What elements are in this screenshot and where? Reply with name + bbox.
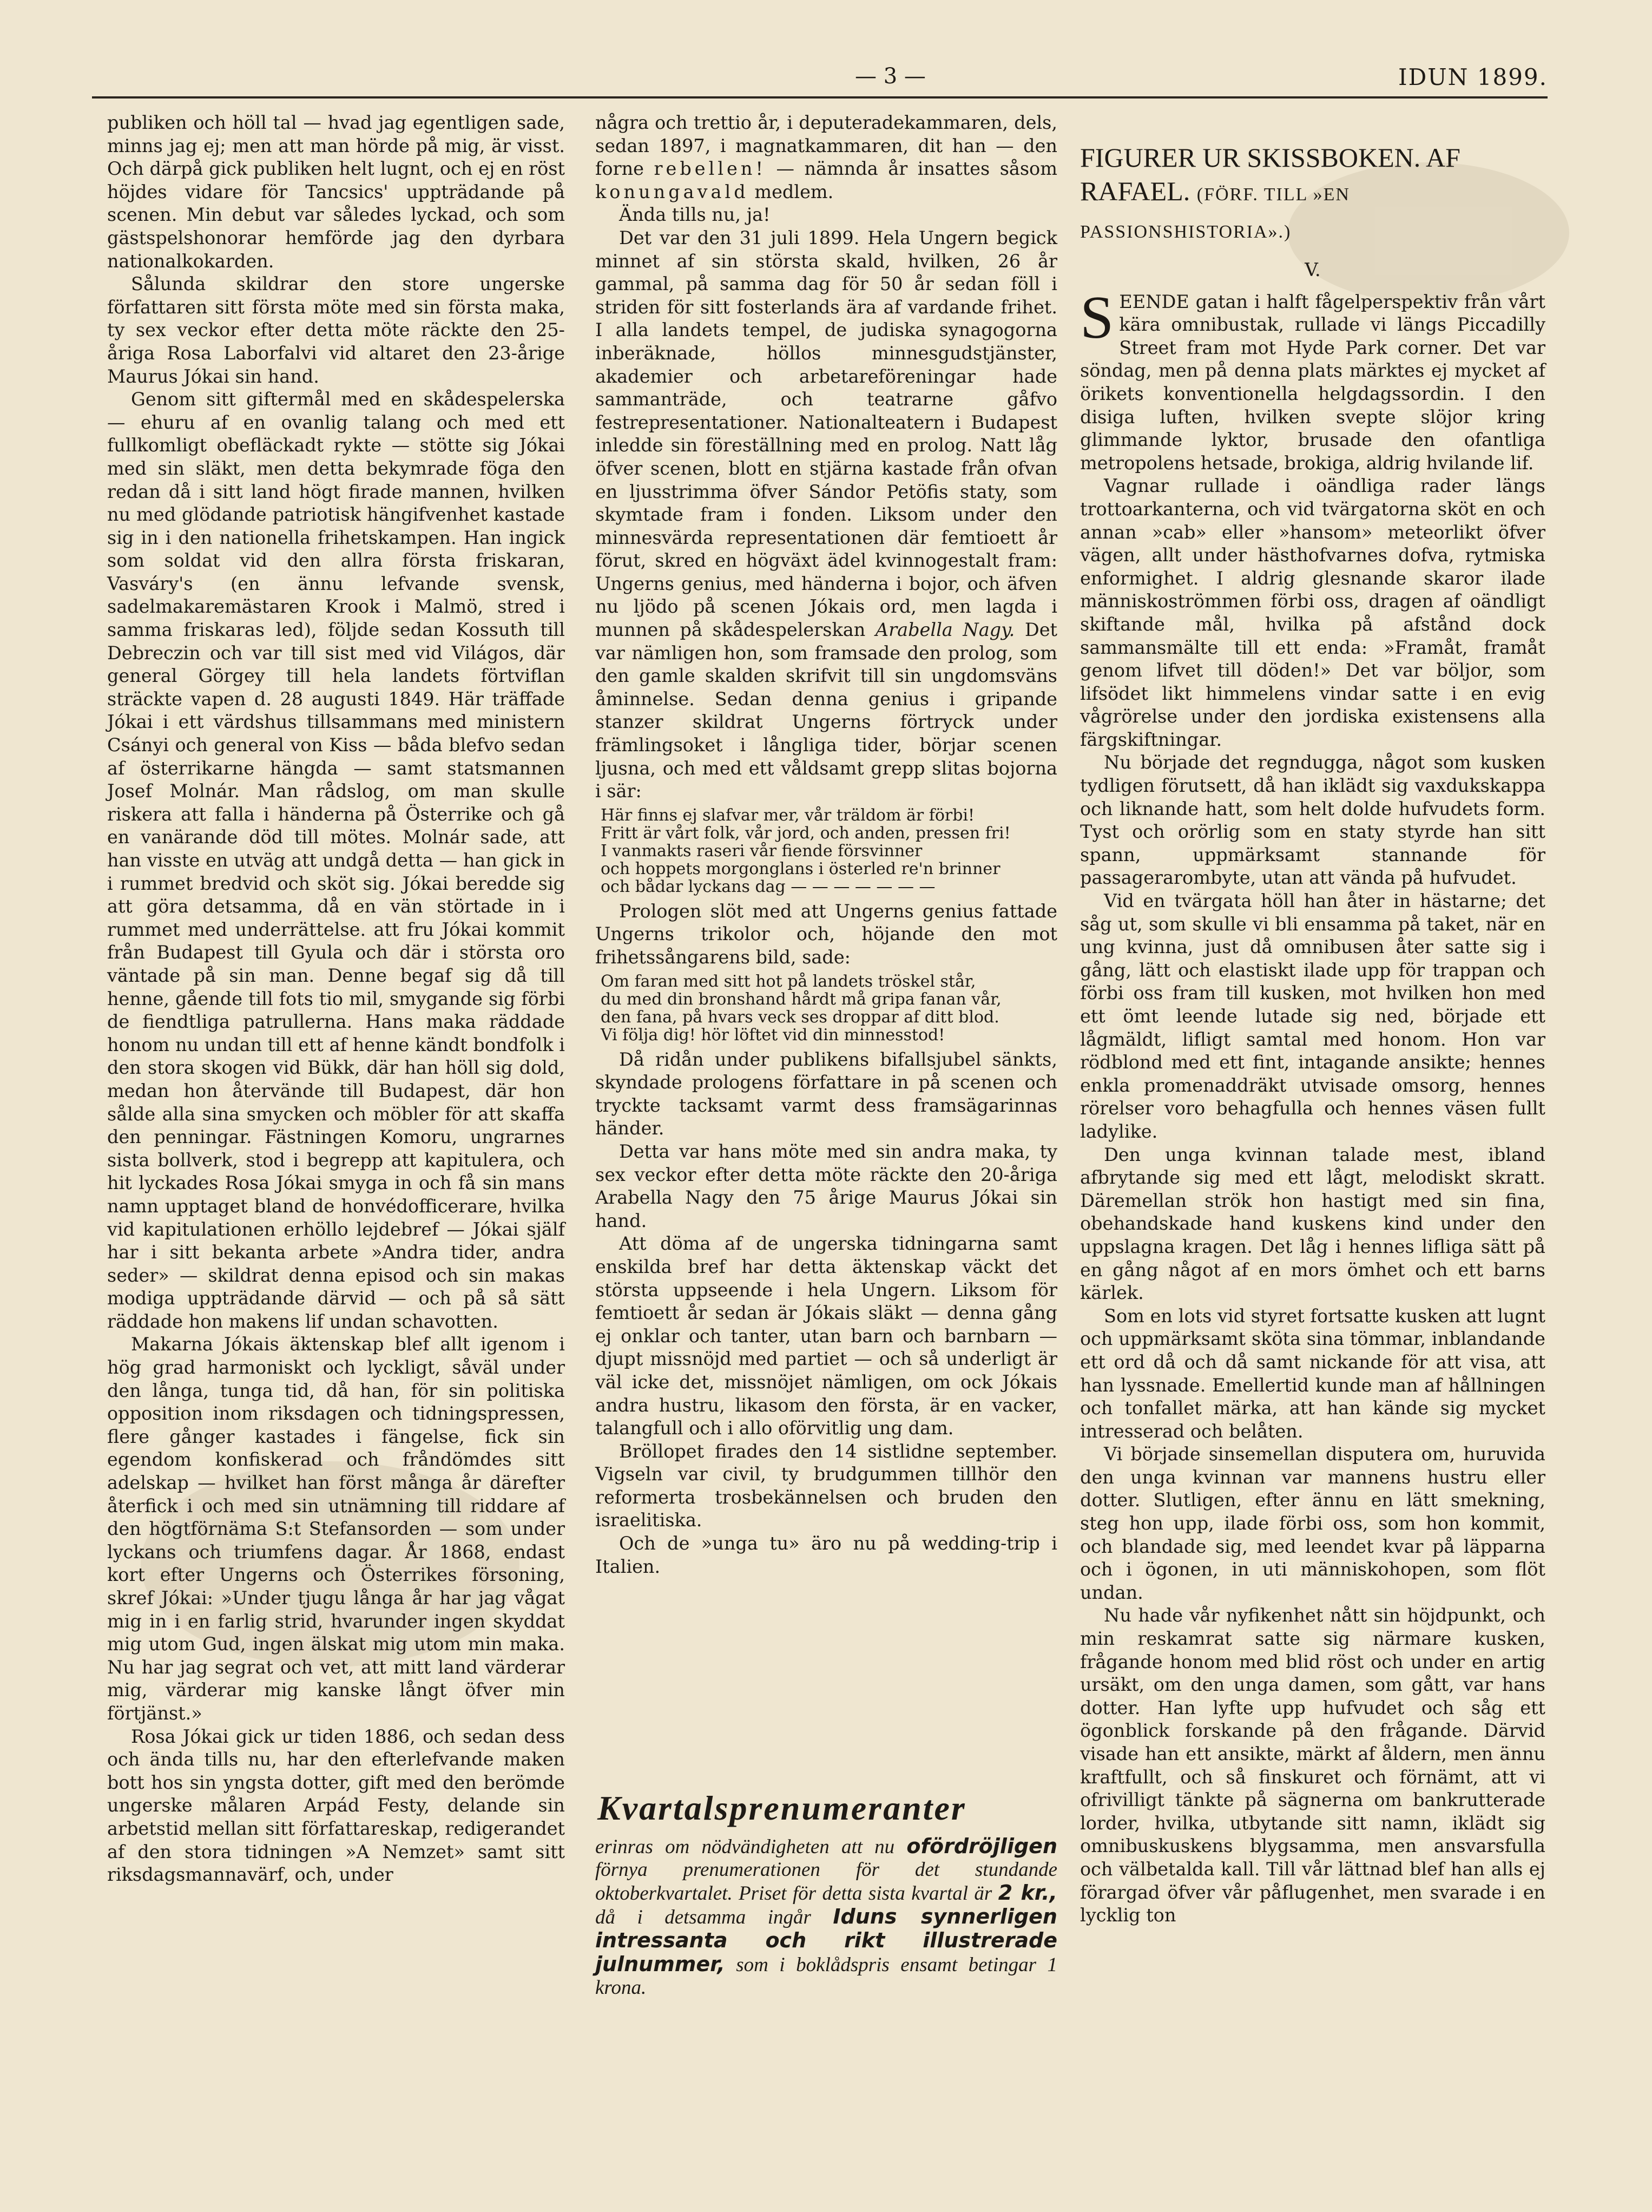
page-header: [92, 64, 1548, 96]
column-right: [1080, 111, 1545, 1927]
spaced-word: rebellen!: [654, 158, 766, 180]
section-number: V.: [1305, 259, 1321, 281]
paragraph: Då ridån under publikens bifallsjubel sänkts, skyndade prologens författare in på scenen och tryckte tacksamt varmt dess framsägarinnas händer.: [595, 1048, 1057, 1139]
poem-line: Vi följa dig! hör löftet vid din minnesstod!: [601, 1025, 945, 1045]
paragraph: Den unga kvinnan talade mest, ibland afbrytande sig med ett lågt, melodiskt skratt. Däremellan strök hon hastigt med sin fina, obehandskade hand kuskens kind under den uppslagna kragen. Det låg i hennes lifliga sätt på en gång något af en mors ömhet och ett barns kärlek.: [1080, 1144, 1545, 1304]
paragraph: Bröllopet firades den 14 sistlidne september. Vigseln var civil, ty brudgummen tillhör den reformerta trosbekännelsen och bruden den israelitiska.: [595, 1440, 1057, 1531]
paragraph: Nu började det regndugga, något som kusken tydligen förutsett, då han iklädt sig vaxdukskappa och liknande hatt, som helt dolde hufvudets form. Tyst och orörlig som en staty styrde han sitt spann, uppmärksamt stannande för passagerarombyte, utan att vända på hufvudet.: [1080, 752, 1545, 889]
drop-cap: S: [1080, 284, 1114, 351]
paragraph: Genom sitt giftermål med en skådespelerska — ehuru af en ovanlig talang och med ett fullkomligt obefläckadt rykte — stötte sig Jókai med sin släkt, men detta bekymrade föga den redan då i sitt land högt firade mannen, hvilken nu med glödande patriotisk hängifvenhet kastade sig in i den nationella frihetskampen. Han ingick som soldat vid den allra första friskaran, Vasváry's (en ännu lefvande svensk, sadelmakaremästaren Krook i Malmö, stred i samma friskaras led), följde sedan Kossuth till Debreczin och var till sist med vid Világos, där general Görgey till hela landets förtviflan sträckte vapen d. 28 augusti 1849. Här träffade Jókai i ett värdshus tillsammans med ministern Csányi och general von Kiss — båda blefvo sedan af österrikarne hängda — samt statsmannen Josef Molnár. Man rådslog, om man skulle riskera att falla i händerna på Österrike och gå en vanärande död till mötes. Molnár sade, att han visste en utväg att undgå detta — han gick in i rummet bredvid och sköt sig. Jókai beredde sig att göra detsamma, då en vän störtade in i rummet med underrättelse. att fru Jókai kommit från Budapest till Gyula och där i största oro väntade på sin man. Denne begaf sig då till henne, gående till fots tio mil, smygande sig förbi de fiendtliga patrullerna. Hans maka räddade honom nu undan till ett af henne kändt bondfolk i den stora skogen vid Bükk, där han höll sig dold, medan hon återvände till Budapest, där hon sålde alla sina smycken och möbler för att skaffa den penningar. Fästningen Komoru, ungrarnes sista bollverk, stod i begrepp att kapitulera, och hit lyckades Rosa Jókai smyga in och få sin mans namn upptaget bland de honvédofficerare, hvilka vid kapitulationen erhöllo lejdebref — Jókai själf har i sitt bekanta arbete »Andra tider, andra seder» — skildrat denna episod och sin makas modiga uppträdande därvid — och på så sätt räddade hon makens lif undan schavotten.: [107, 389, 565, 1332]
paragraph: Att döma af de ungerska tidningarna samt enskilda bref har detta äktenskap väckt det största uppseende i hela Ungern. Liksom för femtioett år sedan är Jókais släkt — denna gång ej onklar och tanter, utan barn och barnbarn — djupt missnöjd med partiet — och så underligt är väl icke det, missnöjet nämligen, om ock Jókais andra hustru, likasom den första, är en vacker, talangfull och i allo oförvitlig ung dam.: [595, 1233, 1057, 1439]
spaced-word: konungavald: [595, 181, 749, 202]
paragraph: Vi började sinsemellan disputera om, huruvida den unga kvinnan var mannens hustru eller dotter. Slutligen, efter ännu en lätt smekning, steg hon upp, ilade förbi oss, som hon kommit, och blandade sig, med leendet kvar på läpparna och i ögonen, in uti människohopen, som flöt undan.: [1080, 1443, 1545, 1603]
italic-name: Arabella Nagy.: [875, 619, 1015, 641]
paragraph: Ända tills nu, ja!: [619, 204, 771, 226]
poem-line: och bådar lyckans dag — — — — — — —: [601, 877, 936, 896]
paragraph: Sålunda skildrar den store ungerske författaren sitt första möte med sin första maka, ty sex veckor efter detta möte räckte den 25-åriga Rosa Laborfalvi vid altaret den 23-årige Maurus Jókai sin hand.: [107, 273, 565, 387]
paragraph: Vid en tvärgata höll han åter in hästarne; det såg ut, som skulle vi bli ensamma på taket, när en ung kvinna, just då omnibusen åter satte sig i gång, lätt och elastiskt ilade upp för trappan och förbi oss fram till kusken, mot hvilken hon med ett ömt leende lutade sig ned, började ett lågmäldt, lifligt samtal med honom. Hon var rödblond med ett fint, intagande ansikte; hennes enkla promenaddräkt utvisade omsorg, hennes rörelser voro behagfulla och hennes väsen fullt ladylike.: [1080, 890, 1545, 1142]
paragraph: Rosa Jókai gick ur tiden 1886, och sedan dess och ända tills nu, har den efterlefvande maken bott hos sin yngsta dotter, gift med den berömde ungerske målaren Arpád Festy, delande sin arbetstid mellan sitt författareskap, redigerandet af den stora tidningen »A Nemzet» samt sitt riksdagsmannavärf, och, under: [107, 1725, 565, 1886]
poem-excerpt: [601, 806, 1057, 896]
column-middle: [595, 111, 1057, 1578]
poem-line: den fana, på hvars veck ses droppar af ditt blod.: [601, 1007, 999, 1027]
paragraph: Makarna Jókais äktenskap blef allt igenom i hög grad harmoniskt och lyckligt, såväl under den långa, tunga tid, då han, för sin politiska opposition inom riksdagen och tidningspressen, flere gånger kastades i fängelse, fick sin egendom konfiskerad och fråndömdes sitt adelskap — hvilket han först många år därefter återfick i och med sin utnämning till riddare af den högtförnäma S:t Stefansorden — som under lyckans och triumfens dagar. År 1868, endast kort efter Ungerns och Österrikes försoning, skref Jókai: »Under tjugu långa år har jag vågat mig in i en farlig strid, hvarunder ingen skyddat mig utom Gud, ingen älskat mig utom min maka. Nu har jag segrat och vet, att mitt land värderar mig, värderar mig kanske långt öfver min förtjänst.»: [107, 1334, 565, 1724]
paragraph: Detta var hans möte med sin andra maka, ty sex veckor efter detta möte räckte den 20-åriga Arabella Nagy den 75 årige Maurus Jókai sin hand.: [595, 1140, 1057, 1231]
publication-name: IDUN 1899.: [1398, 64, 1548, 90]
paragraph: Nu hade vår nyfikenhet nått sin höjdpunkt, och min reskamrat satte sig närmare kusken, frågande honom med blid röst och under en artig ursäkt, om den unga damen, som gått, var hans dotter. Han lyfte upp hufvudet och såg ett ögonblick forskande på den frågande. Därvid visade han ett ansikte, märkt af åldern, men ännu kraftfullt, och så finskuret och förnämt, att vi ofrivilligt tänkte på sägnerna om bankrutterade lorder, hvilka, utbytande sitt namn, iklädt sig omnibuskuskens blygsamma, men ansvarsfulla och välbetalda kall. Till vår lättnad blef han alls ej förargad öfver vår påflugenhet, men svarade i en lycklig ton: [1080, 1605, 1545, 1926]
notice-title: Kvartalsprenumeranter: [597, 1789, 966, 1827]
article-title: FIGURER UR SKISSBOKEN. AF RAFAEL. (FÖRF. TILL »EN PASSIONSHISTORIA».): [1080, 142, 1460, 242]
notice-body: erinras om nödvändigheten att nu ofördröjligen förnya prenumerationen för det stundande oktoberkvartalet. Priset för detta sista kvartal är 2 kr., då i detsamma ingår Iduns synnerligen intressanta och rikt illustrerade julnummer, som i boklådspris ensamt betingar 1 krona.: [595, 1834, 1057, 1999]
paragraph: Som en lots vid styret fortsatte kusken att lugnt och uppmärksamt sköta sina tömmar, inblandande ett ord då och då samt nickande för att visa, att han lyssnade. Emellertid kunde man af hållningen och tonfallet märka, att han kände sig mycket intresserad och belåten.: [1080, 1305, 1545, 1442]
paragraph: Prologen slöt med att Ungerns genius fattade Ungerns trikolor och, höjande den mot frihetssångarens bild, sade:: [595, 900, 1057, 968]
poem-line: Om faran med sitt hot på landets tröskel står,: [601, 972, 976, 991]
page-number: — 3 —: [855, 64, 926, 89]
poem-line: du med din bronshand hårdt må gripa fanan vår,: [601, 989, 1002, 1009]
poem-line: Fritt är vårt folk, vår jord, och anden, pressen fri!: [601, 823, 1011, 843]
subscription-notice: [595, 1789, 1057, 1999]
poem-line: Här finns ej slafvar mer, vår träldom är förbi!: [601, 805, 975, 825]
poem-line: I vanmakts raseri vår fiende försvinner: [601, 841, 923, 861]
paragraph: Och de »unga tu» äro nu på wedding-trip i Italien.: [595, 1533, 1057, 1577]
column-left: [107, 111, 565, 1887]
paragraph: Vagnar rullade i oändliga rader längs trottoarkanterna, och vid tvärgatorna sköt en och annan »cab» eller »hansom» meteorlikt öfver vägen, allt under hästhofvarnes dofva, rytmiska enformighet. I aldrig glesnande skaror ilade människoströmmen förbi oss, dragen af oändligt skiftande mål, hvilka på afstånd dock sammansmälte till ett enda: »Framåt, framåt genom lifvet till döden!» Det var böljor, som lifsödet likt himmelens vindar satte i en evig vågrörelse under den jordiska existensens alla färgskiftningar.: [1080, 475, 1545, 750]
header-rule: [92, 96, 1548, 99]
paragraph: några och trettio år, i deputeradekammaren, dels, sedan 1897, i magnatkammaren, dit han — den forne rebellen! — nämnda år insattes såsom konungavald medlem.: [595, 112, 1057, 202]
paragraph: Det var den 31 juli 1899. Hela Ungern begick minnet af sin största skald, hvilken, 26 år gammal, på samma dag för 50 år sedan föll i striden för sitt fosterlands ära af vardande frihet. I alla landets tempel, de judiska synagogorna inberäknade, höllos minnesgudstjänster, akademier och arbetareföreningar hade sammanträde, och teatrarne gåfvo festrepresentationer. Nationalteatern i Budapest inledde sin föreställning med en prolog. Natt låg öfver scenen, blott en stjärna kastade från ofvan en ljusstrimma öfver Sándor Petöfis staty, som skymtade fram i fonden. Liksom under den minnesvärda representationen där femtioett år förut, skred en högväxt ädel kvinnogestalt fram: Ungerns genius, med händerna i bojor, och äfven nu ljödo på scenen Jókais ord, men lagda i munnen på skådespelerskan Arabella Nagy. Det var nämligen hon, som framsade den prolog, som den gamle skalden skrifvit till sin ungdomsväns åminnelse. Sedan denna genius i gripande stanzer skildrat Ungerns förtryck under främlingsoket i långliga tider, börjar scenen ljusna, och med ett våldsamt grepp slitas bojorna i sär:: [595, 227, 1057, 802]
paragraph: publiken och höll tal — hvad jag egentligen sade, minns jag ej; men att man hörde på mig, är visst. Och därpå gick publiken helt lugnt, och ej en röst höjdes vidare för Tancsics' uppträdande på scenen. Min debut var således lyckad, och som gästspelshonorar hemförde jag den dyrbara nationalkokarden.: [107, 112, 565, 272]
poem-excerpt: [601, 973, 1057, 1044]
paragraph: SEENDE gatan i halft fågelperspektiv från vårt kära omnibustak, rullade vi längs Piccadilly Street fram mot Hyde Park corner. Det var söndag, men på denna plats märktes ej mycket af örikets konventionella helgdagssordin. I den disiga luften, hvilken svepte slöjor kring glimmande lyktor, brusade den ofantliga metropolens hetsade, brokiga, aldrig hvilande lif.: [1080, 284, 1545, 474]
poem-line: och hoppets morgonglans i österled re'n brinner: [601, 859, 1001, 878]
